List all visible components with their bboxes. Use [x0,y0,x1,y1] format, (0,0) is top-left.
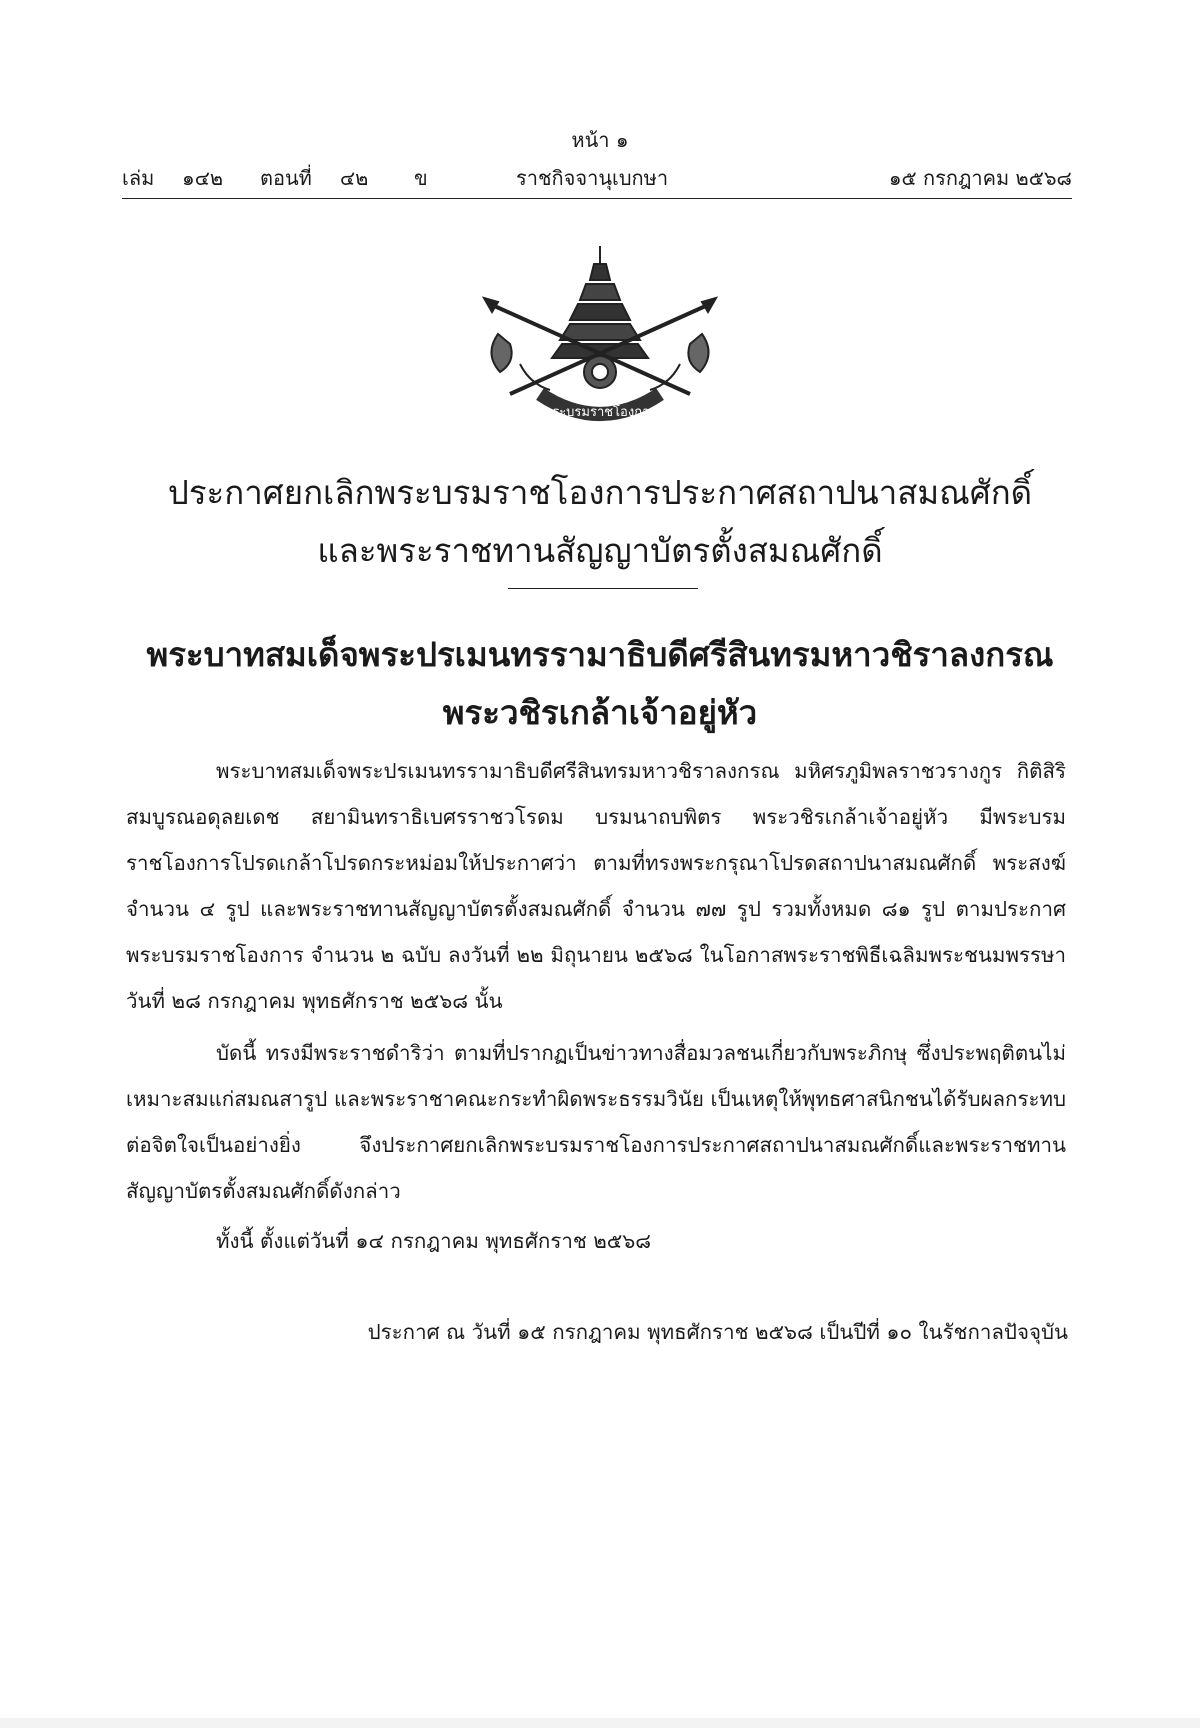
king-name-line1: พระบาทสมเด็จพระปรเมนทรรามาธิบดีศรีสินทรมหาวชิราลงกรณ [146,635,1054,674]
body-paragraph-1-block [126,748,1066,1024]
header-divider [122,198,1072,199]
body-paragraph-3-block [126,1218,1066,1264]
announcement-title-line2: และพระราชทานสัญญาบัตรตั้งสมณศักดิ์ [317,531,883,570]
gazette-header [122,162,1072,192]
issue-label: ตอนที่ [260,166,312,190]
title-divider [508,588,698,589]
body-paragraph-3: ทั้งนี้ ตั้งแต่วันที่ ๑๔ กรกฎาคม พุทธศักราช ๒๕๖๘ [216,1229,652,1253]
royal-emblem-icon [470,244,730,434]
gazette-section-name: ราชกิจจานุเบกษา [516,166,669,190]
emblem-banner-text: พระบรมราชโองการ [543,405,657,420]
section-letter: ข [414,166,428,190]
proclamation-signoff: ประกาศ ณ วันที่ ๑๕ กรกฎาคม พุทธศักราช ๒๕๖๘ เป็นปีที่ ๑๐ ในรัชกาลปัจจุบัน [367,1320,1068,1344]
body-paragraph-1: พระบาทสมเด็จพระปรเมนทรรามาธิบดีศรีสินทรมหาวชิราลงกรณ มหิศรภูมิพลราชวรางกูร กิติสิริสมบูรณอดุลยเดช สยามินทราธิเบศรราชวโรดม บรมนาถบพิตร พระวชิรเกล้าเจ้าอยู่หัว มีพระบรมราชโองการโปรดเกล้าโปรดกระหม่อมให้ประกาศว่า ตามที่ทรงพระกรุณาโปรดสถาปนาสมณศักดิ์ พระสงฆ์ จำนวน ๔ รูป และพระราชทานสัญญาบัตรตั้งสมณศักดิ์ จำนวน ๗๗ รูป รวมทั้งหมด ๘๑ รูป ตามประกาศพระบรมราชโองการ จำนวน ๒ ฉบับ ลงวันที่ ๒๒ มิถุนายน ๒๕๖๘ ในโอกาสพระราชพิธีเฉลิมพระชนมพรรษา วันที่ ๒๘ กรกฎาคม พุทธศักราช ๒๕๖๘ นั้น [126,759,1066,1013]
volume-label: เล่ม [122,166,155,190]
volume-number: ๑๔๒ [182,166,224,190]
page-bottom-edge [0,1718,1200,1728]
body-paragraph-2: บัดนี้ ทรงมีพระราชดำริว่า ตามที่ปรากฏเป็นข่าวทางสื่อมวลชนเกี่ยวกับพระภิกษุ ซึ่งประพฤติตนไม่เหมาะสมแก่สมณสารูป และพระราชาคณะกระทำผิดพระธรรมวินัย เป็นเหตุให้พุทธศาสนิกชนได้รับผลกระทบต่อจิตใจเป็นอย่างยิ่ง จึงประกาศยกเลิกพระบรมราชโองการประกาศสถาปนาสมณศักดิ์และพระราชทานสัญญาบัตรตั้งสมณศักดิ์ดังกล่าว [126,1041,1066,1203]
header-date: ๑๕ กรกฎาคม ๒๕๖๘ [888,166,1072,190]
issue-number: ๔๒ [340,166,369,190]
announcement-title-line1: ประกาศยกเลิกพระบรมราชโองการประกาศสถาปนาสมณศักดิ์ [167,473,1033,512]
king-name-line2: พระวชิรเกล้าเจ้าอยู่หัว [442,693,758,732]
body-paragraph-2-block [126,1030,1066,1214]
page-number: หน้า ๑ [571,128,629,152]
